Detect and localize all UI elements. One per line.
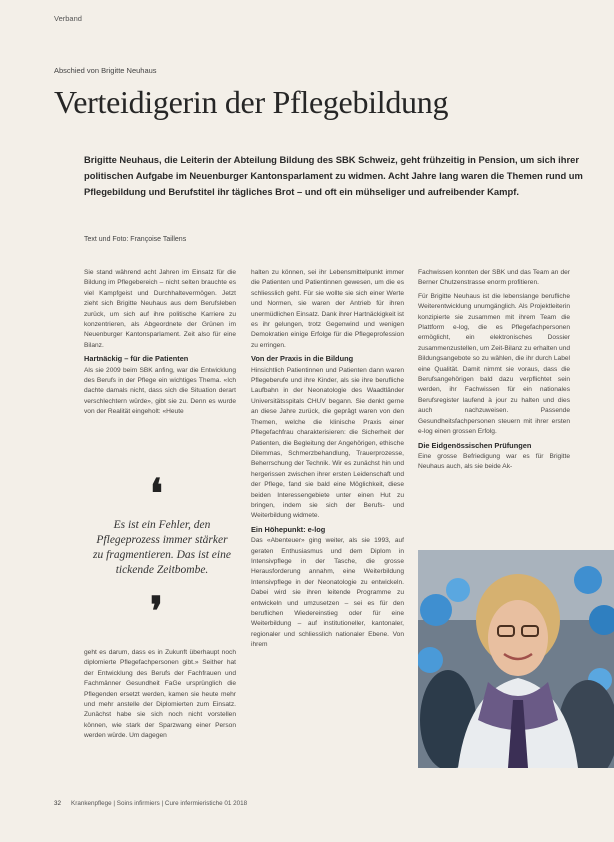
column-1	[84, 268, 236, 421]
subheading: Hartnäckig – für die Patienten	[84, 354, 189, 364]
paragraph: Sie stand während acht Jahren im Einsatz für die Bildung im Pflegebereich – nicht selten brauchte es viel Kampfgeist und Durchhaltevermögen. Jetzt zieht sich Brigitte Neuhaus aus dem Berufsleben zurück, um sich auf ihre politische Karriere zu konzentrieren, als Abgeordnete der Grünen im Neuenburger Kantonsparlament. Zeit also für eine Bilanz.	[84, 269, 236, 349]
article-lead: Brigitte Neuhaus, die Leiterin der Abteilung Bildung des SBK Schweiz, geht frühzeitig in Pension, um sich ihrer politischen Aufgabe im Neuenburger Kantonsparlament zu widmen. Acht Jahre lang waren die Themen rund um Pflegebildung und Berufstitel ihr tägliches Brot – und oft ein mühseliger und aufreibender Kampf.	[84, 154, 583, 197]
section-label: Verband	[54, 14, 82, 23]
page-footer	[54, 800, 247, 807]
close-quote-icon: ❜	[150, 589, 163, 634]
column-3	[418, 268, 570, 476]
open-quote-icon: ❛	[150, 471, 163, 516]
column-1-continued	[84, 648, 236, 742]
paragraph: Eine grosse Befriedigung war es für Brigitte Neuhaus auch, als sie beide Ak-	[418, 452, 570, 471]
column-2	[251, 268, 404, 654]
publication-info: Krankenpflege | Soins infirmiers | Cure infermieristiche 01 2018	[71, 800, 248, 807]
portrait-photo-graphic	[418, 550, 614, 768]
paragraph: halten zu können, sei ihr Lebensmittelpunkt immer die Patienten und Patientinnen gewesen, um die es schliesslich geht. Für sie wollte sie sich einer Werte und Normen, sie waren der Antrieb für ihren unermüdlichen Einsatz. Dank ihrer Hartnäckigkeit ist es ihr gelungen, trotz Gegenwind und wenigen Demokratien einige Erfolge für die Pflegeprofession zu erringen.	[251, 269, 404, 349]
paragraph: geht es darum, dass es in Zukunft überhaupt noch diplomierte Pflegefachpersonen gibt.» Seither hat der Entwicklung des Berufs der Fachfrauen und Fachmänner Gesundheit FaGe ursprünglich die Pflegenden ersetzt werden, kamen sie heute mehr und mehr anstelle der Diplomierten zum Einsatz. Zunächst habe sie sich noch nicht vorstellen können, wie stark der Sparzwang einer Person werden würde. Um dagegen	[84, 649, 236, 740]
pull-quote	[84, 471, 236, 634]
portrait-photo	[418, 550, 614, 768]
subheading: Ein Höhepunkt: e-log	[251, 524, 326, 534]
paragraph: Das «Abenteuer» ging weiter, als sie 1993, auf geraten Enthusiasmus und dem Diplom in Intensivpflege in der Tasche, die grosse Herausforderung annahm, eine Weiterbildung Intensivpflege in der Neonatologie zu entwickeln. Dabei wird sie ihren leitende Programme zu entwickeln und umzusetzen – sei es für den beruflichen Wiedereinstieg oder für eine Weiterbildung – auf institutioneller, kantonaler, regionaler und schliesslich nationaler Ebene. Von ihrem	[251, 537, 404, 649]
paragraph: Fachwissen konnten der SBK und das Team an der Berner Chutzenstrasse enorm profitieren.	[418, 269, 570, 287]
page-number: 32	[54, 800, 62, 807]
pull-quote-text: Es ist ein Fehler, den Pflegeprozess immer stärker zu fragmentieren. Das ist eine tickende Zeitbombe.	[93, 519, 231, 576]
article-title: Verteidigerin der Pflegebildung	[54, 84, 449, 120]
paragraph: Für Brigitte Neuhaus ist die lebenslange berufliche Weiterentwicklung unumgänglich. Als Projektleiterin konzipierte sie zusammen mit ihrem Team die Plattform e-log, die es Pflegefachpersonen ermöglicht, ein elektronisches Dossier zusammenzustellen, um Zeit-Bilanz zu erhalten und Bildungsangebote so zu wählen, die ihr durch Label eine Qualität. Damit nimmt sie voraus, dass die Berufsangehörigen bald dazu verpflichtet sein werden, ihr Fachwissen für ein nationales Berufsregister laufend à jour zu halten und dies auch nachzuweisen. Passende Gesundheitsfachpersonen steuern mit ihrer ersten e-log einen grossen Erfolg.	[418, 292, 570, 436]
subheading: Von der Praxis in die Bildung	[251, 354, 354, 364]
subheading: Die Eidgenössischen Prüfungen	[418, 440, 532, 450]
article-kicker: Abschied von Brigitte Neuhaus	[54, 66, 157, 75]
paragraph: Als sie 2009 beim SBK anfing, war die Entwicklung des Berufs in der Pflege ein wichtiges Thema. «Ich dachte damals nicht, dass sich die Situation derart verschlechtern würde», gibt sie zu. Denn es wurde von der Realität eingeholt: «Heute	[84, 366, 236, 416]
paragraph: Hinsichtlich Patientinnen und Patienten dann waren Pflegeberufe und ihre Kinder, als sie ihre berufliche Laufbahn in der Neonatologie des Waadtländer Universitätsspitals CHUV begann. Sie denkt gerne an diese Jahre zurück, die geprägt waren von den Themen, welche die klinische Praxis einer Pflegefachfrau charakterisieren: die Sicherheit der Patienten, die Begleitung der Angehörigen, ethische Dilemmas, Schmerzbehandlung, Trauerprozesse, Beherrschung der Technik. Wir es zunächst hin und hergerissen zwischen ihrer ersten Leidenschaft und der Pflege, fand sie bald eine Möglichkeit, diese beiden Interessengebiete unter einen Hut zu bringen, indem sie sich der Berufs- und Weiterbildung widmete.	[251, 366, 404, 520]
article-byline: Text und Foto: Françoise Taillens	[84, 236, 187, 243]
